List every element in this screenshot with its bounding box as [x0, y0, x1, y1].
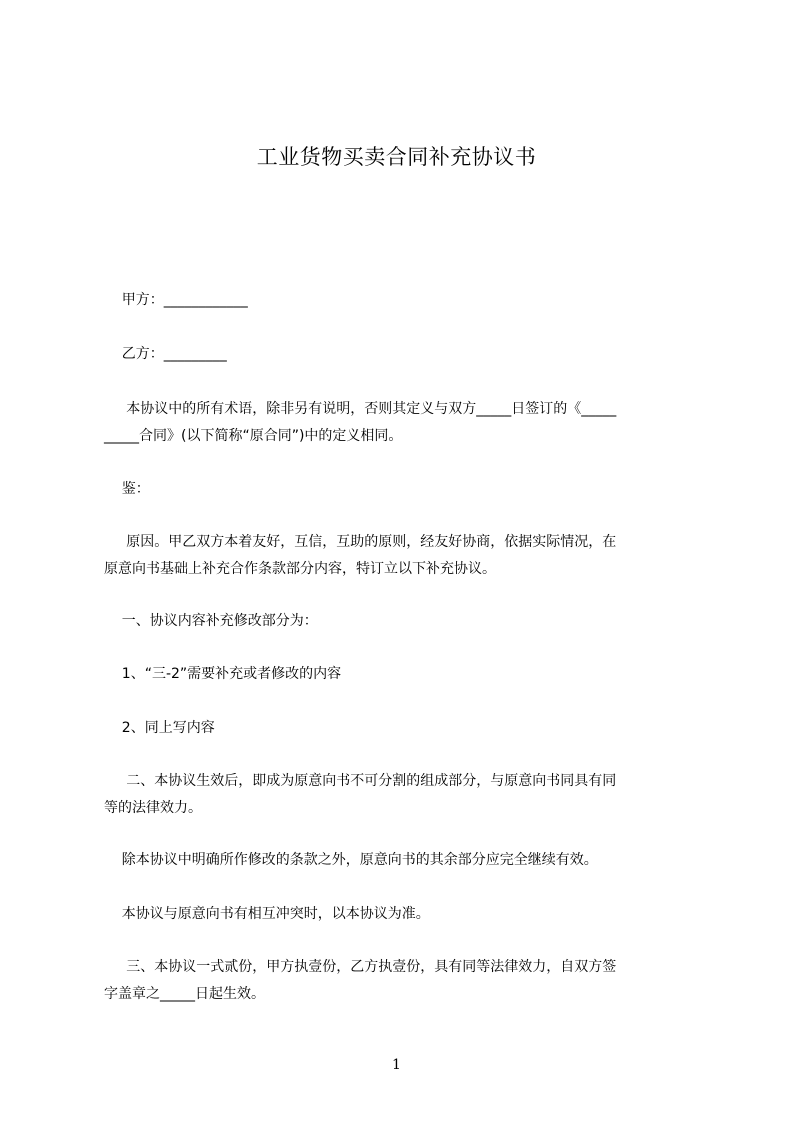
document-title: 工业货物买卖合同补充协议书 [256, 145, 537, 169]
reason-line-1: 原因。甲乙双方本着友好，互信，互助的原则，经友好协商，依据实际情况，在 [104, 534, 617, 550]
remainder-clause: 除本协议中明确所作修改的条款之外，原意向书的其余部分应完全继续有效。 [104, 852, 598, 868]
definitions-line-1: 本协议中的所有术语，除非另有说明，否则其定义与双方_____日签订的《_____ [104, 401, 617, 417]
item-one: 1、“三-2”需要补充或者修改的内容 [104, 666, 342, 682]
party-a-line: 甲方：____________ [104, 292, 248, 308]
whereas-heading: 鉴： [104, 481, 150, 497]
page-number: 1 [392, 1057, 401, 1073]
party-b-line: 乙方：_________ [104, 346, 227, 362]
section-three-line-1: 三、本协议一式贰份，甲方执壹份，乙方执壹份，具有同等法律效力，自双方签 [104, 959, 617, 975]
conflict-clause: 本协议与原意向书有相互冲突时，以本协议为准。 [104, 906, 430, 922]
section-two-line-2: 等的法律效力。 [104, 800, 202, 816]
section-three-line-2: 字盖章之_____日起生效。 [104, 986, 265, 1002]
item-two: 2、同上写内容 [104, 720, 215, 736]
definitions-line-2: _____合同》(以下简称“原合同”)中的定义相同。 [104, 428, 403, 444]
reason-line-2: 原意向书基础上补充合作条款部分内容，特订立以下补充协议。 [104, 561, 496, 577]
section-one-heading: 一、协议内容补充修改部分为： [104, 613, 318, 629]
section-two-line-1: 二、本协议生效后，即成为原意向书不可分割的组成部分，与原意向书同具有同 [104, 773, 617, 789]
